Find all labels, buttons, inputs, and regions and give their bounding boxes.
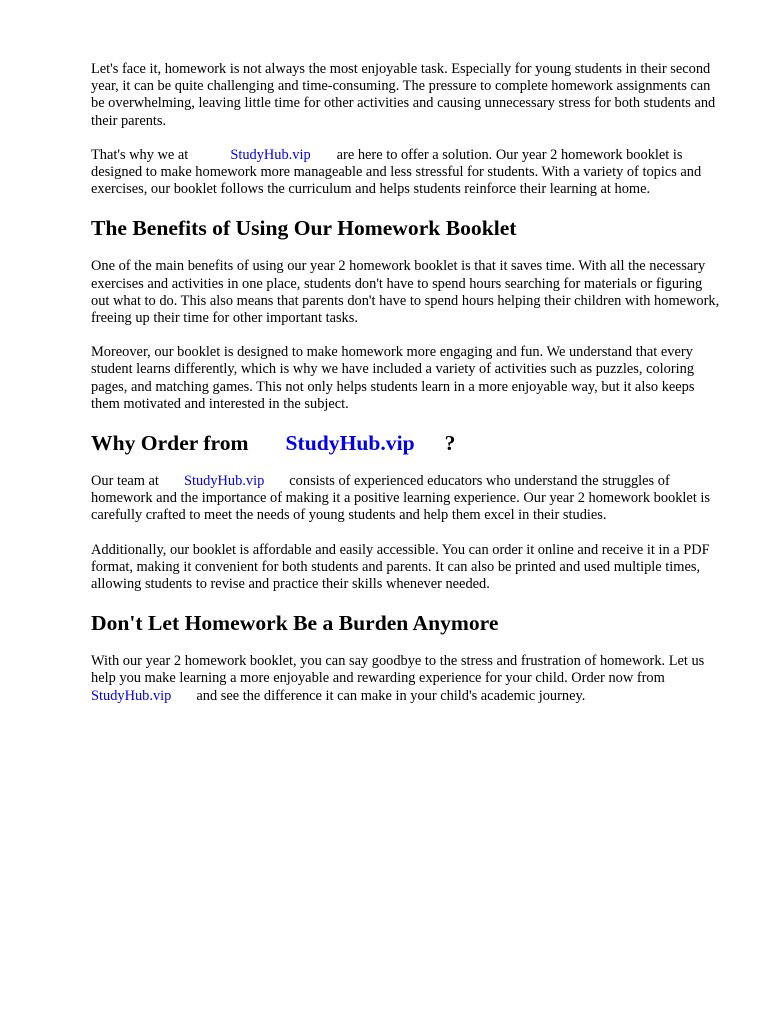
- why-heading-before: Why Order from: [91, 431, 249, 456]
- intro-p2-before: That's why we at: [91, 146, 189, 163]
- intro-paragraph-2: [91, 147, 723, 199]
- closing-p1-after: and see the difference it can make in your child's academic journey.: [196, 687, 586, 704]
- studyhub-link-intro[interactable]: StudyHub.vip: [230, 146, 311, 163]
- closing-paragraph-1: [91, 653, 723, 705]
- why-p1-before: Our team at: [91, 473, 159, 490]
- document-page: [91, 61, 723, 722]
- why-paragraph-2: Additionally, our booklet is affordable and easily accessible. You can order it online and receive it in a PDF format, making it convenient for both students and parents. It can also be printed and used multiple times, allowing students to revise and practice their skills whenever needed.: [91, 541, 710, 593]
- why-paragraph-1: [91, 473, 723, 525]
- intro-paragraph-1: Let's face it, homework is not always the most enjoyable task. Especially for young students in their second year, it can be quite challenging and time-consuming. The pressure to complete homework assignments can be overwhelming, leaving little time for other activities and causing unnecessary stress for both students and their parents.: [91, 61, 716, 129]
- benefits-heading: The Benefits of Using Our Homework Booklet: [91, 216, 517, 241]
- why-heading: [91, 430, 723, 456]
- benefits-paragraph-1: One of the main benefits of using our year 2 homework booklet is that it saves time. With all the necessary exercises and activities in one place, students don't have to spend hours searching for materials or figuring out what to do. This also means that parents don't have to spend hours helping their children with homework, freeing up their time for other important tasks.: [91, 258, 720, 327]
- closing-p1-before: With our year 2 homework booklet, you can say goodbye to the stress and frustration of homework. Let us help you make learning a more enjoyable and rewarding experience for your child. Order now from: [91, 653, 705, 687]
- why-p1-after: consists of experienced educators who understand the struggles of homework and the importance of making it a positive learning experience. Our year 2 homework booklet is carefully crafted to meet the needs of young students and help them excel in their studies.: [91, 473, 711, 524]
- studyhub-link-order[interactable]: StudyHub.vip: [91, 687, 172, 704]
- studyhub-link-team[interactable]: StudyHub.vip: [183, 473, 265, 490]
- closing-heading: Don't Let Homework Be a Burden Anymore: [91, 611, 499, 636]
- intro-p2-after: are here to offer a solution. Our year 2 homework booklet is designed to make homework more manageable and less stressful for students. With a variety of topics and exercises, our booklet follows the curriculum and helps students reinforce their learning at home.: [91, 146, 702, 198]
- why-heading-after: ?: [444, 431, 456, 456]
- studyhub-link-heading[interactable]: StudyHub.vip: [285, 431, 415, 456]
- benefits-paragraph-2: Moreover, our booklet is designed to make homework more engaging and fun. We understand that every student learns differently, which is why we have included a variety of activities such as puzzles, coloring pages, and matching games. This not only helps students learn in a more enjoyable way, but it also keeps them motivated and interested in the subject.: [91, 344, 695, 412]
